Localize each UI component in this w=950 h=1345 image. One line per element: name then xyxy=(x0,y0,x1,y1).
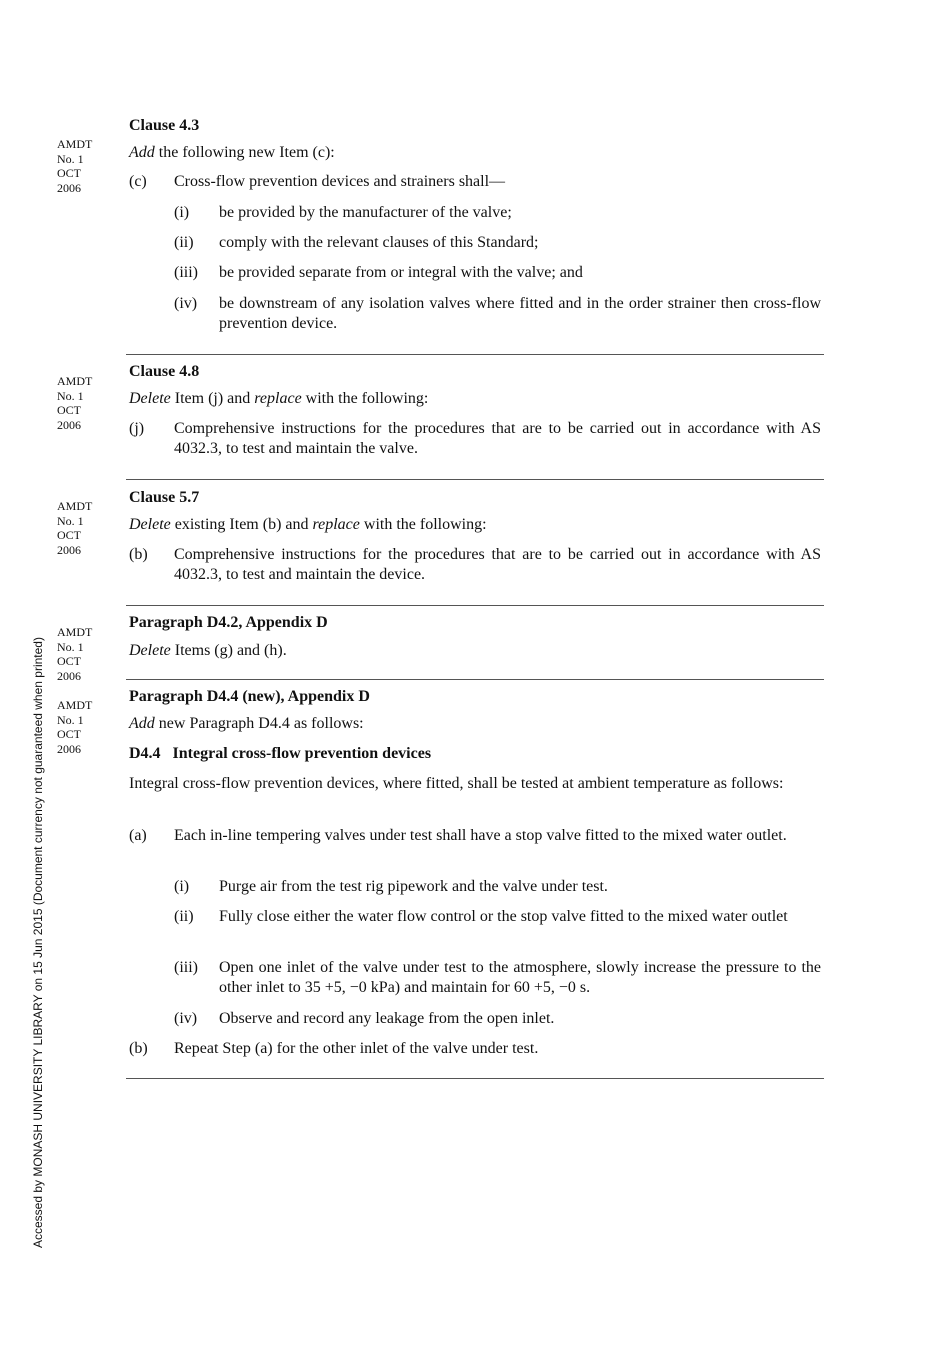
access-note-text: Accessed by MONASH UNIVERSITY LIBRARY on 15 Jun 2015 (Document currency not guaranteed when printed) xyxy=(31,637,45,1248)
subitem-label: (ii) xyxy=(174,234,194,251)
item-text: Repeat Step (a) for the other inlet of the valve under test. xyxy=(174,1040,539,1057)
section-divider xyxy=(126,479,824,480)
clause-instruction: Add new Paragraph D4.4 as follows: xyxy=(129,715,364,732)
clause-heading: Clause 5.7 xyxy=(129,489,200,506)
item-text: Comprehensive instructions for the procedures that are to be carried out in accordance with AS 4032.3, to test and maintain the device. xyxy=(174,546,821,583)
amendment-mark: AMDT No. 1 OCT 2006 xyxy=(57,499,93,557)
subitem-text: Open one inlet of the valve under test to the atmosphere, slowly increase the pressure to the other inlet to 35 +5, −0 kPa) and maintain for 60 +5, −0 s. xyxy=(219,959,821,996)
item-text: Comprehensive instructions for the procedures that are to be carried out in accordance with AS 4032.3, to test and maintain the valve. xyxy=(174,420,821,457)
amendment-mark: AMDT No. 1 OCT 2006 xyxy=(57,374,93,432)
section-divider xyxy=(126,605,824,606)
clause-instruction: Delete Item (j) and replace with the following: xyxy=(129,390,429,407)
subitem-text: Fully close either the water flow control or the stop valve fitted to the mixed water outlet xyxy=(219,908,788,925)
amendment-mark: AMDT No. 1 OCT 2006 xyxy=(57,137,93,195)
amendment-mark: AMDT No. 1 OCT 2006 xyxy=(57,698,93,756)
subitem-text: comply with the relevant clauses of this Standard; xyxy=(219,234,539,251)
subitem-text: Observe and record any leakage from the open inlet. xyxy=(219,1010,555,1027)
subitem-label: (iv) xyxy=(174,1010,198,1027)
section-divider xyxy=(126,679,824,680)
subsection-heading: D4.4 Integral cross-flow prevention devices xyxy=(129,745,432,762)
clause-instruction: Delete Items (g) and (h). xyxy=(129,642,287,659)
clause-heading: Clause 4.3 xyxy=(129,117,200,134)
intro-text: Integral cross-flow prevention devices, where fitted, shall be tested at ambient temperature as follows: xyxy=(129,775,784,792)
clause-heading: Paragraph D4.2, Appendix D xyxy=(129,614,328,631)
subitem-text: be provided by the manufacturer of the valve; xyxy=(219,204,512,221)
clause-instruction: Delete existing Item (b) and replace with the following: xyxy=(129,516,487,533)
item-label: (b) xyxy=(129,546,148,563)
subitem-text: Purge air from the test rig pipework and the valve under test. xyxy=(219,878,608,895)
subitem-text: be downstream of any isolation valves where fitted and in the order strainer then cross-flow prevention device. xyxy=(219,295,821,332)
access-side-note xyxy=(22,598,45,1248)
amendment-mark: AMDT No. 1 OCT 2006 xyxy=(57,625,93,683)
item-text: Cross-flow prevention devices and strainers shall— xyxy=(174,173,506,190)
subitem-label: (i) xyxy=(174,204,190,221)
subitem-text: be provided separate from or integral with the valve; and xyxy=(219,264,583,281)
subitem-label: (iii) xyxy=(174,264,198,281)
clause-instruction: Add the following new Item (c): xyxy=(129,144,335,161)
item-label: (j) xyxy=(129,420,145,437)
section-divider xyxy=(126,354,824,355)
item-label: (c) xyxy=(129,173,147,190)
subitem-label: (iv) xyxy=(174,295,198,312)
clause-heading: Paragraph D4.4 (new), Appendix D xyxy=(129,688,370,705)
item-text: Each in-line tempering valves under test shall have a stop valve fitted to the mixed water outlet. xyxy=(174,827,787,844)
clause-heading: Clause 4.8 xyxy=(129,363,200,380)
section-divider xyxy=(126,1078,824,1079)
item-label: (b) xyxy=(129,1040,148,1057)
subitem-label: (i) xyxy=(174,878,190,895)
subitem-label: (iii) xyxy=(174,959,198,976)
item-label: (a) xyxy=(129,827,147,844)
subitem-label: (ii) xyxy=(174,908,194,925)
